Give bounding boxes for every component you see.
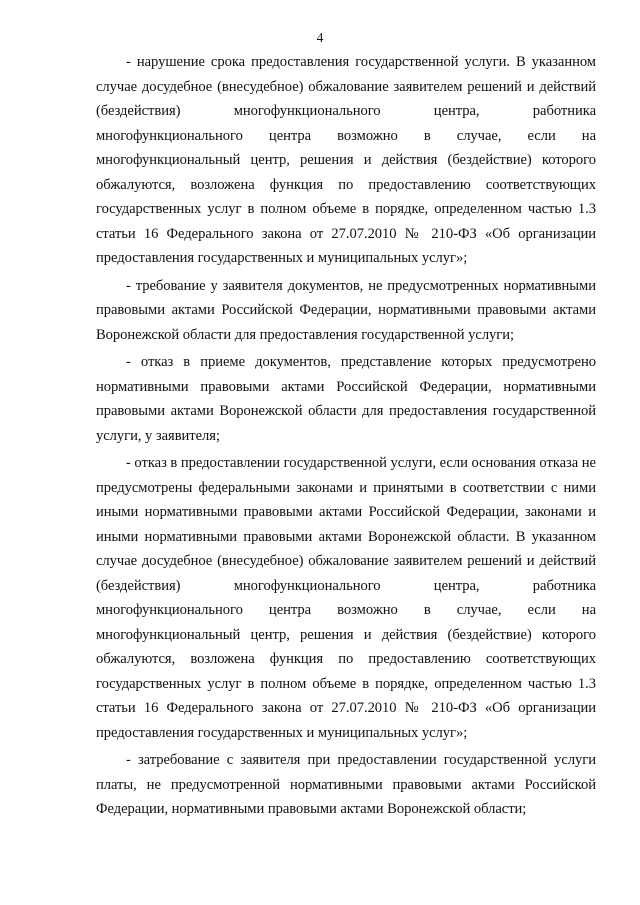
paragraph-refusal-of-service: - отказ в предоставлении государственной услуги, если основания отказа не предусмотрены федеральными законами и принятыми в соответствии с ними иными нормативными правовыми актами Российской Федерации, законами и иными нормативными правовыми актами Воронежской области. В указанном случае досудебное (внесудебное) обжалование заявителем решений и действий (бездействия) многофункционального центра, работника многофункционального центра возможно в случае, если на многофункциональный центр, решения и действия (бездействие) которого обжалуются, возложена функция по предоставлению соответствующих государственных услуг в полном объеме в порядке, определенном частью 1.3 статьи 16 Федерального закона от 27.07.2010 № 210-ФЗ «Об организации предоставления государственных и муниципальных услуг»; (96, 455, 596, 741)
paragraph-document-requirement: - требование у заявителя документов, не предусмотренных нормативными правовыми актами Российской Федерации, нормативными правовыми актами Воронежской области для предоставления государственной услуги; (96, 277, 596, 343)
paragraph-fee-demand: - затребование с заявителя при предоставлении государственной услуги платы, не предусмотренной нормативными правовыми актами Российской Федерации, нормативными правовыми актами Воронежской области; (96, 752, 596, 817)
paragraph-violation-of-deadline: - нарушение срока предоставления государственной услуги. В указанном случае досудебное (внесудебное) обжалование заявителем решений и действий (бездействия) многофункционального центра, работника многофункционального центра возможно в случае, если на многофункциональный центр, решения и действия (бездействие) которого обжалуются, возложена функция по предоставлению соответствующих государственных услуг в полном объеме в порядке, определенном частью 1.3 статьи 16 Федерального закона от 27.07.2010 № 210-ФЗ «Об организации предоставления государственных и муниципальных услуг»; (96, 54, 596, 266)
document-body (96, 50, 596, 825)
paragraph-refusal-to-accept-documents: - отказ в приеме документов, представление которых предусмотрено нормативными правовыми актами Российской Федерации, нормативными правовыми актами Воронежской области для предоставления государственной услуги, у заявителя; (96, 354, 596, 444)
page-number: 4 (316, 30, 324, 45)
